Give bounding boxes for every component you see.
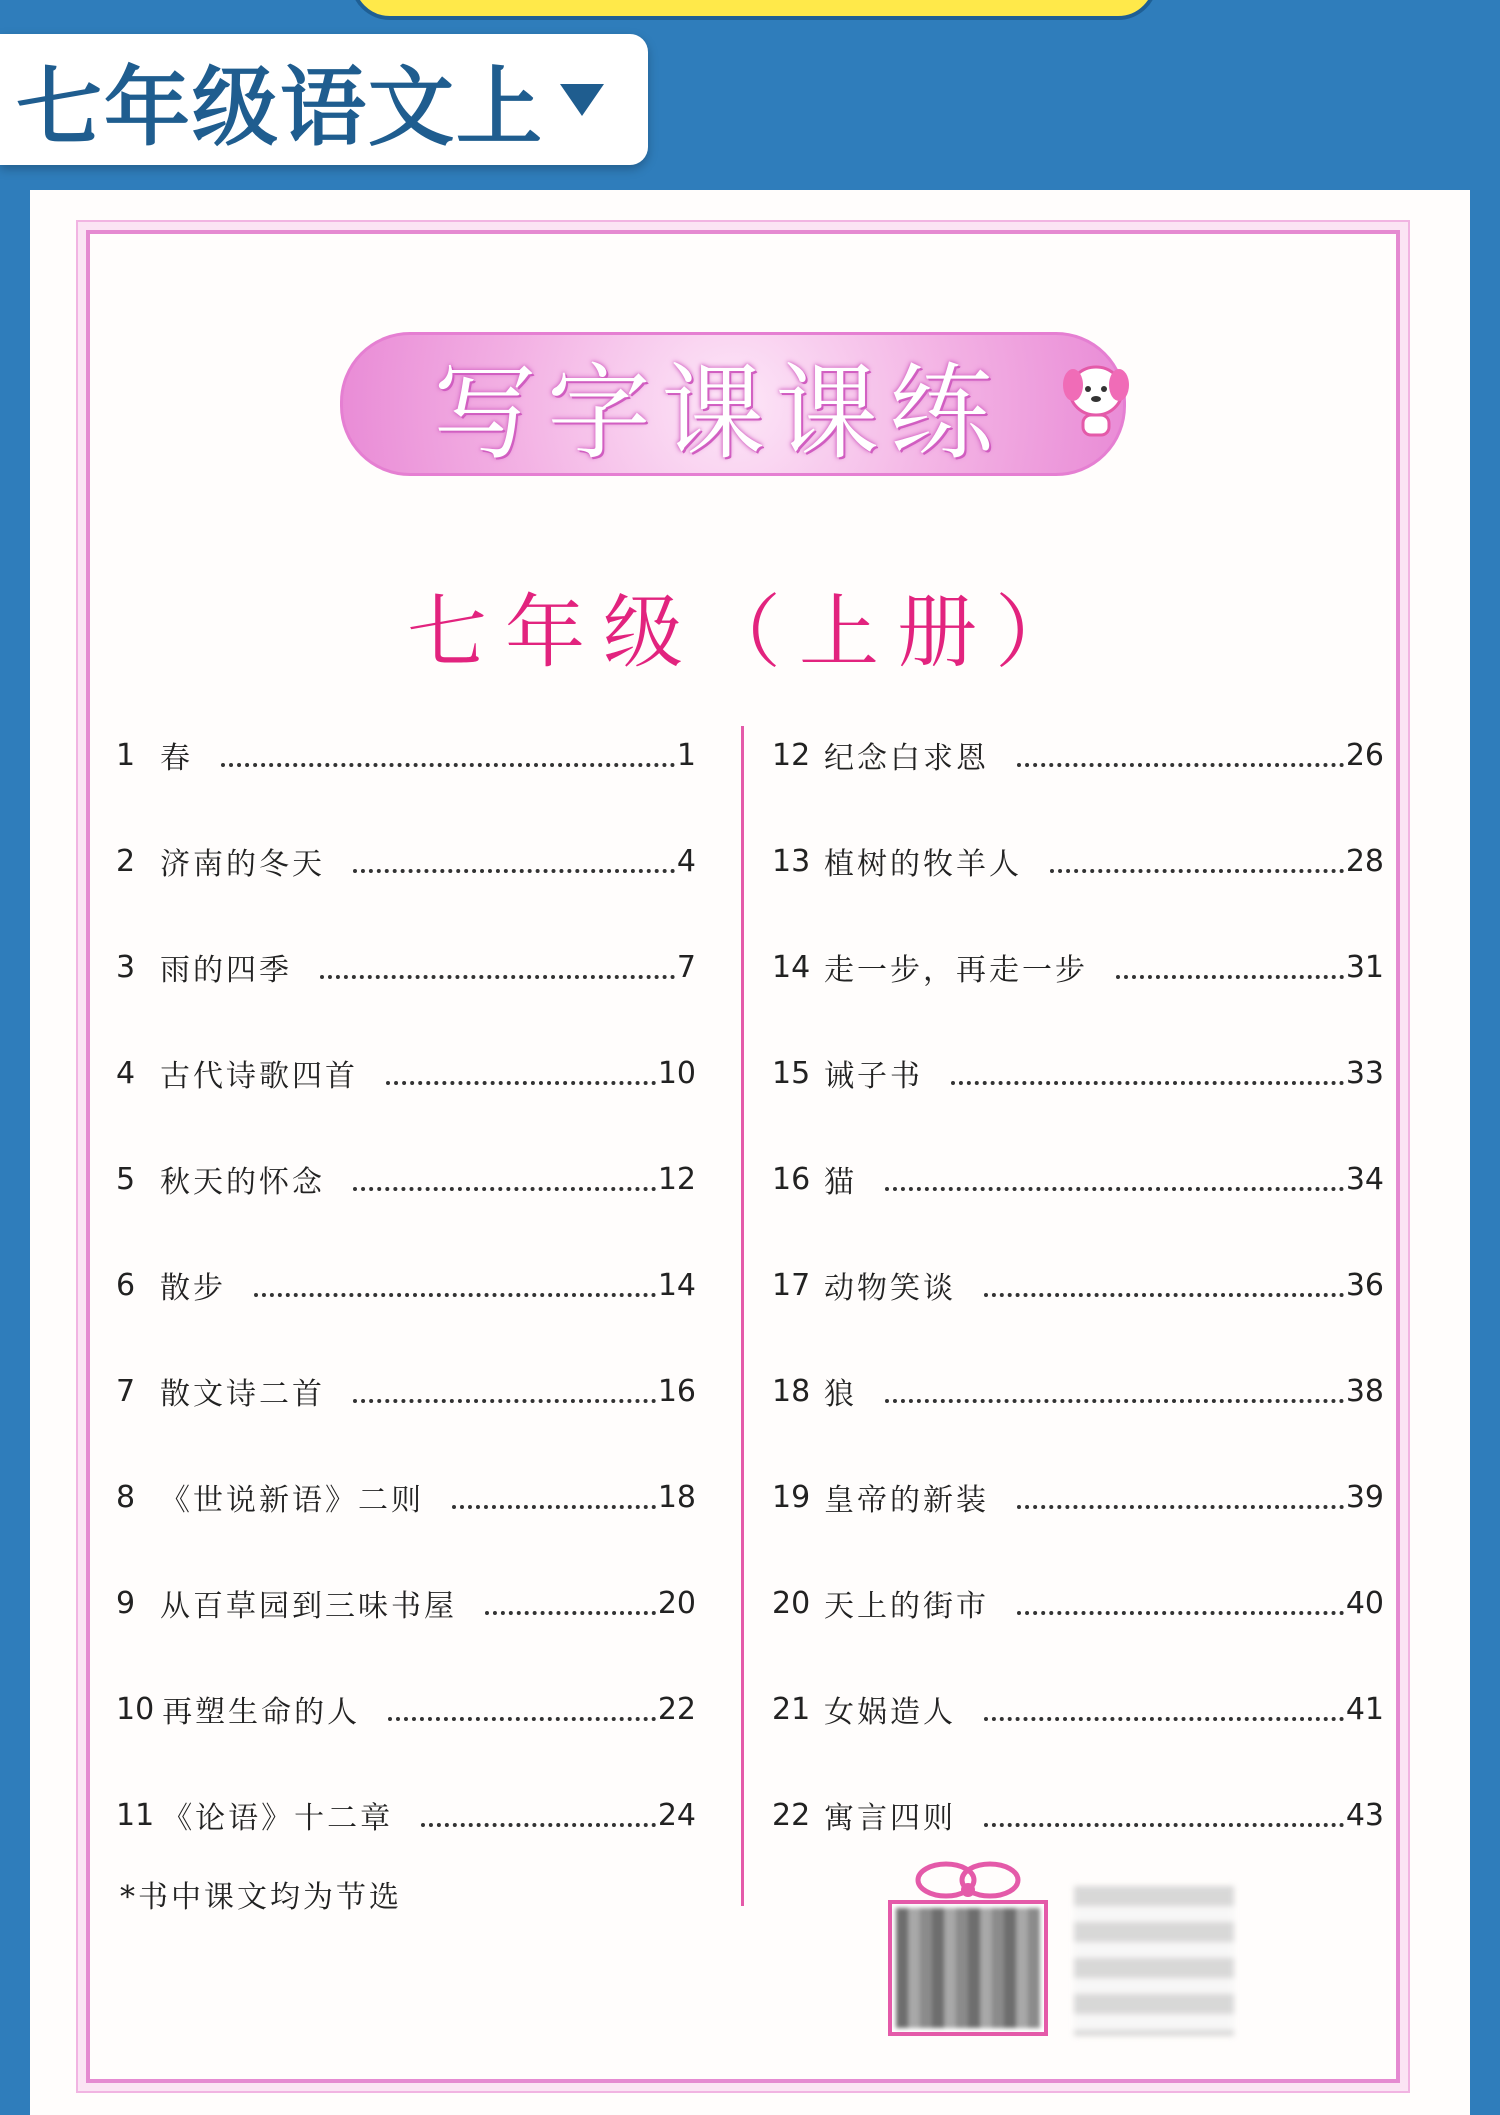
toc-entry-page: 16 [657, 1373, 696, 1409]
toc-entry-number: 11 [116, 1797, 155, 1833]
toc-entry-title: 诫子书 [824, 1059, 923, 1094]
toc-entry-page: 33 [1345, 1055, 1384, 1091]
toc-entry-title: 古代诗歌四首 [160, 1059, 358, 1094]
toc-entry-title: 皇帝的新装 [824, 1483, 989, 1518]
toc-entry-page: 1 [676, 737, 696, 773]
grade-selector-dropdown[interactable] [0, 34, 648, 165]
toc-entry [116, 1126, 696, 1232]
toc-entry [772, 1444, 1384, 1550]
toc-entry-number: 6 [116, 1267, 136, 1303]
toc-entry-number: 9 [116, 1585, 136, 1621]
blurred-caption [1074, 1886, 1234, 2036]
toc-entry-number: 4 [116, 1055, 136, 1091]
toc-leader-dots [1017, 1581, 1344, 1615]
toc-leader-dots [421, 1793, 656, 1827]
toc-entry-page: 40 [1345, 1585, 1384, 1621]
toc-entry-title: 再塑生命的人 [162, 1695, 361, 1730]
toc-entry [116, 702, 696, 808]
toc-leader-dots [353, 1369, 656, 1403]
toc-entry [772, 1656, 1384, 1762]
toc-entry [772, 702, 1384, 808]
toc-entry-title: 植树的牧羊人 [824, 847, 1022, 882]
toc-entry-number: 16 [772, 1161, 811, 1197]
toc-entry-number: 10 [116, 1691, 155, 1727]
toc-entry-number: 8 [116, 1479, 136, 1515]
toc-entry-page: 34 [1345, 1161, 1384, 1197]
gift-box-icon [888, 1854, 1048, 2038]
toc-entry [772, 1232, 1384, 1338]
toc-leader-dots [885, 1369, 1344, 1403]
toc-entry [116, 808, 696, 914]
toc-entry-page: 12 [657, 1161, 696, 1197]
toc-entry-page: 36 [1345, 1267, 1384, 1303]
caret-down-icon[interactable] [560, 84, 604, 116]
toc-entry-title: 女娲造人 [824, 1695, 956, 1730]
toc-leader-dots [254, 1263, 656, 1297]
toc-entry-number: 3 [116, 949, 136, 985]
toc-leader-dots [1017, 1475, 1344, 1509]
toc-leader-dots [984, 1263, 1344, 1297]
qr-code-blurred [896, 1908, 1040, 2028]
toc-leader-dots [353, 1157, 656, 1191]
toc-entry-page: 43 [1345, 1797, 1384, 1833]
toc-entry-title: 散步 [160, 1271, 226, 1306]
toc-leader-dots [1050, 839, 1344, 873]
toc-entry [116, 1232, 696, 1338]
top-banner [350, 0, 1158, 20]
toc-entry [772, 914, 1384, 1020]
toc-entry [116, 1444, 696, 1550]
toc-entry [116, 914, 696, 1020]
toc-entry-page: 14 [657, 1267, 696, 1303]
toc-leader-dots [388, 1687, 656, 1721]
toc-entry-title: 走一步，再走一步 [824, 953, 1088, 988]
toc-entry-number: 7 [116, 1373, 136, 1409]
toc-entry-number: 2 [116, 843, 136, 879]
toc-entry-title: 雨的四季 [160, 953, 292, 988]
toc-leader-dots [452, 1475, 656, 1509]
toc-entry-number: 5 [116, 1161, 136, 1197]
toc-entry-page: 28 [1345, 843, 1384, 879]
toc-entry-page: 22 [657, 1691, 696, 1727]
toc-entry-number: 17 [772, 1267, 811, 1303]
toc-entry-number: 22 [772, 1797, 811, 1833]
toc-leader-dots [353, 839, 675, 873]
toc-entry-title: 春 [160, 741, 193, 776]
toc-leader-dots [221, 733, 675, 767]
toc-entry-title: 散文诗二首 [160, 1377, 325, 1412]
toc-entry [772, 808, 1384, 914]
toc-entry-page: 20 [657, 1585, 696, 1621]
toc-entry-number: 14 [772, 949, 811, 985]
toc-leader-dots [1116, 945, 1344, 979]
toc-leader-dots [984, 1793, 1344, 1827]
toc-leader-dots [951, 1051, 1344, 1085]
series-title-banner [340, 332, 1126, 476]
toc-leader-dots [984, 1687, 1344, 1721]
toc-left-column [116, 702, 696, 1868]
toc-leader-dots [485, 1581, 656, 1615]
puppy-mascot-icon [1059, 355, 1133, 439]
toc-leader-dots [885, 1157, 1344, 1191]
toc-entry-page: 38 [1345, 1373, 1384, 1409]
toc-entry [772, 1126, 1384, 1232]
toc-entry-number: 19 [772, 1479, 811, 1515]
toc-entry-title: 狼 [824, 1377, 857, 1412]
toc-entry-page: 7 [676, 949, 696, 985]
toc-entry-number: 20 [772, 1585, 811, 1621]
series-title: 写字课课练 [432, 352, 1003, 474]
toc-entry [116, 1550, 696, 1656]
toc-entry-number: 18 [772, 1373, 811, 1409]
toc-entry [772, 1762, 1384, 1868]
toc-entry-number: 15 [772, 1055, 811, 1091]
book-contents-page [30, 190, 1470, 2115]
toc-leader-dots [386, 1051, 656, 1085]
toc-entry-page: 31 [1345, 949, 1384, 985]
toc-entry-title: 天上的街市 [824, 1589, 989, 1624]
toc-entry-page: 18 [657, 1479, 696, 1515]
toc-entry-page: 26 [1345, 737, 1384, 773]
toc-entry-title: 从百草园到三味书屋 [160, 1589, 457, 1624]
toc-entry [772, 1550, 1384, 1656]
toc-entry [116, 1020, 696, 1126]
grade-title: 七年级（上册） [407, 586, 1093, 679]
toc-entry-number: 21 [772, 1691, 811, 1727]
toc-entry-page: 4 [676, 843, 696, 879]
toc-entry [116, 1656, 696, 1762]
toc-entry [772, 1338, 1384, 1444]
toc-entry-title: 《世说新语》二则 [160, 1483, 424, 1518]
toc-entry-title: 《论语》十二章 [162, 1801, 394, 1836]
toc-entry-title: 寓言四则 [824, 1801, 956, 1836]
toc-entry [116, 1762, 696, 1868]
toc-entry [772, 1020, 1384, 1126]
toc-entry-title: 秋天的怀念 [160, 1165, 325, 1200]
toc-entry-title: 济南的冬天 [160, 847, 325, 882]
toc-entry-number: 13 [772, 843, 811, 879]
toc-entry-title: 动物笑谈 [824, 1271, 956, 1306]
toc-right-column [772, 702, 1384, 1868]
toc-entry-page: 41 [1345, 1691, 1384, 1727]
toc-leader-dots [320, 945, 675, 979]
column-divider [741, 726, 744, 1906]
toc-entry-title: 猫 [824, 1165, 857, 1200]
toc-entry-title: 纪念白求恩 [824, 741, 989, 776]
grade-selector-label: 七年级语文上 [16, 57, 544, 158]
toc-entry-number: 1 [116, 737, 136, 773]
toc-entry-page: 24 [657, 1797, 696, 1833]
toc-entry-page: 10 [657, 1055, 696, 1091]
footnote: *书中课文均为节选 [120, 1880, 402, 1915]
toc-leader-dots [1017, 733, 1344, 767]
toc-entry-number: 12 [772, 737, 811, 773]
toc-entry-page: 39 [1345, 1479, 1384, 1515]
toc-entry [116, 1338, 696, 1444]
